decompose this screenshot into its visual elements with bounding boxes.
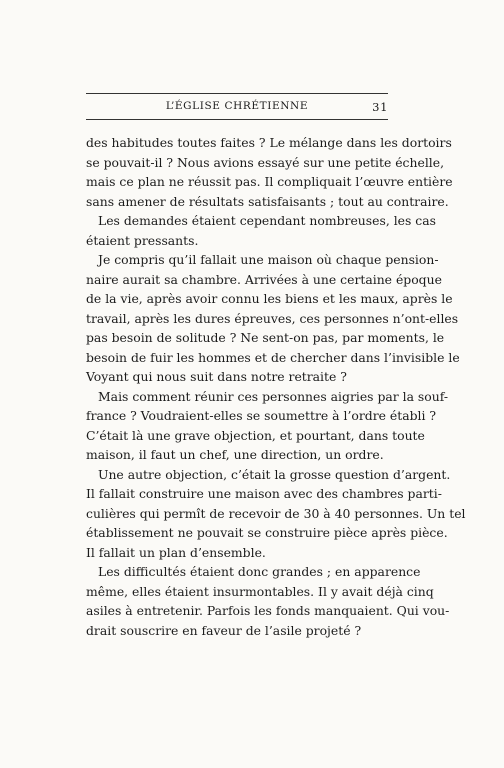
text-line: même, elles étaient insurmontables. Il y avait déjà cinq (86, 583, 434, 599)
text-line: se pouvait-il ? Nous avions essayé sur une petite échelle, (86, 154, 445, 170)
text-line: C’était là une grave objection, et pourtant, dans toute (86, 427, 425, 443)
paragraph (86, 562, 450, 640)
paragraph-text (86, 133, 453, 211)
text-line: Les difficultés étaient donc grandes ; en apparence (98, 564, 421, 579)
text-line: Je compris qu’il fallait une maison où chaque pension- (98, 252, 439, 267)
paragraph (86, 387, 449, 465)
text-line: Une autre objection, c’était la grosse question d’argent. (98, 466, 451, 482)
text-line: drait souscrire en faveur de l’asile projeté ? (86, 622, 362, 638)
paragraph-text (86, 562, 450, 640)
page-number: 31 (372, 100, 388, 114)
text-line: des habitudes toutes faites ? Le mélange dans les dortoirs (86, 135, 452, 150)
text-line: naire aurait sa chambre. Arrivées à une certaine époque (86, 271, 442, 287)
paragraph (86, 250, 460, 387)
text-line: Les demandes étaient cependant nombreuses, les cas (98, 213, 436, 228)
text-line: de la vie, après avoir connu les biens et les maux, après le (86, 291, 453, 306)
paragraph (86, 211, 436, 250)
running-head (86, 100, 388, 114)
text-line: mais ce plan ne réussit pas. Il compliquait l’œuvre entière (86, 174, 453, 189)
text-line: culières qui permît de recevoir de 30 à 40 personnes. Un tel (86, 505, 466, 521)
paragraph-text (86, 465, 466, 563)
text-line: étaient pressants. (86, 232, 199, 248)
paragraph-text (86, 250, 460, 387)
running-title: L’ÉGLISE CHRÉTIENNE (165, 100, 309, 112)
text-line: Mais comment réunir ces personnes aigries par la souf- (98, 388, 449, 404)
text-line: pas besoin de solitude ? Ne sent-on pas, par moments, le (86, 330, 445, 345)
header-top-rule (86, 93, 388, 94)
text-line: sans amener de résultats satisfaisants ; tout au contraire. (86, 193, 449, 209)
paragraph-text (86, 387, 449, 465)
text-line: établissement ne pouvait se construire pièce après pièce. (86, 525, 448, 540)
text-line: Il fallait un plan d’ensemble. (86, 544, 266, 560)
text-line: asiles à entretenir. Parfois les fonds manquaient. Qui vou- (86, 603, 450, 618)
text-line: travail, après les dures épreuves, ces personnes n’ont-elles (86, 310, 459, 326)
text-line: besoin de fuir les hommes et de chercher dans l’invisible le (86, 349, 460, 365)
header-bottom-rule (86, 119, 388, 120)
text-line: Il fallait construire une maison avec des chambres parti- (86, 486, 442, 501)
text-line: france ? Voudraient-elles se soumettre à l’ordre établi ? (86, 408, 437, 423)
body-text (86, 133, 466, 640)
text-line: maison, il faut un chef, une direction, un ordre. (86, 447, 384, 462)
paragraph (86, 465, 466, 563)
paragraph-text (86, 211, 436, 250)
text-line: Voyant qui nous suit dans notre retraite ? (86, 369, 347, 384)
paragraph (86, 133, 453, 211)
